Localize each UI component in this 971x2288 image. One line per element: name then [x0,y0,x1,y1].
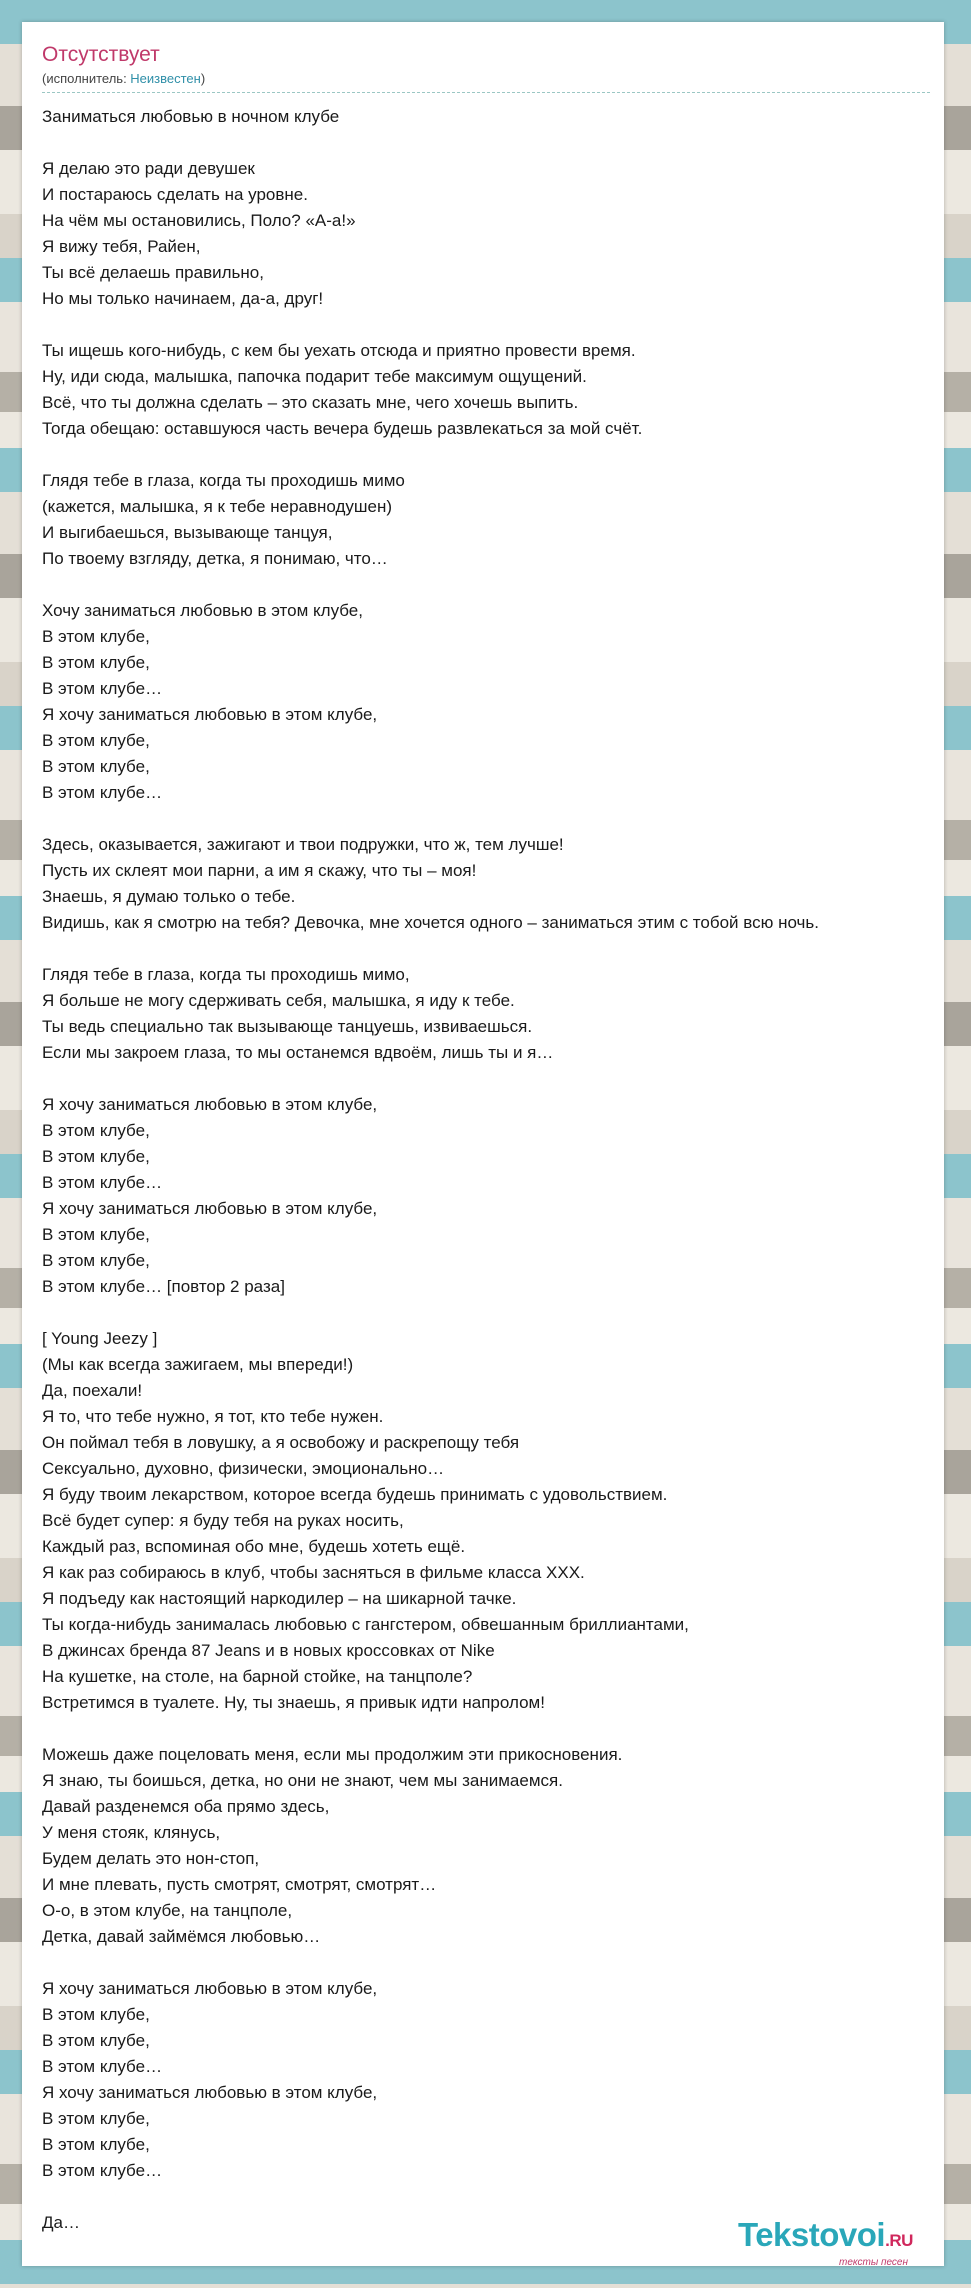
lyric-line: Заниматься любовью в ночном клубе [42,107,340,126]
lyric-blank-line [42,572,944,598]
lyric-line: Я то, что тебе нужно, я тот, кто тебе нужен. [42,1407,384,1426]
logo-name: Tekstovoi [738,2216,886,2253]
lyric-line: В этом клубе… [повтор 2 раза] [42,1277,285,1296]
lyric-line: Каждый раз, вспоминая обо мне, будешь хотеть ещё. [42,1537,466,1556]
lyric-line: В этом клубе, [42,2005,150,2024]
lyric-line: Я хочу заниматься любовью в этом клубе, [42,705,378,724]
lyric-line: Хочу заниматься любовью в этом клубе, [42,601,363,620]
lyric-line: Пусть их склеят мои парни, а им я скажу, что ты – моя! [42,861,477,880]
lyric-blank-line [42,1066,944,1092]
lyric-blank-line [42,2184,944,2210]
lyric-blank-line [42,442,944,468]
lyric-blank-line [42,312,944,338]
lyric-line: В этом клубе, [42,1225,150,1244]
lyric-line: (кажется, малышка, я к тебе неравнодушен) [42,497,393,516]
lyric-line: Я делаю это ради девушек [42,159,255,178]
artist-suffix: ) [200,71,206,86]
lyrics-page [22,22,944,2266]
lyric-line: Я больше не могу сдерживать себя, малышка, я иду к тебе. [42,991,515,1010]
song-title: Отсутствует [42,43,160,66]
lyric-line: Можешь даже поцеловать меня, если мы продолжим эти прикосновения. [42,1745,623,1764]
song-header [42,42,930,93]
lyric-line: Будем делать это нон-стоп, [42,1849,260,1868]
lyric-blank-line [42,1716,944,1742]
lyric-line: В этом клубе, [42,653,150,672]
lyric-line: В этом клубе, [42,731,150,750]
lyric-line: [ Young Jeezy ] [42,1329,158,1348]
lyric-line: Видишь, как я смотрю на тебя? Девочка, мне хочется одного – заниматься этим с тобой всю ночь. [42,913,819,932]
site-logo[interactable] [738,2216,938,2266]
artist-link[interactable]: Неизвестен [130,71,201,86]
lyric-line: Детка, давай займёмся любовью… [42,1927,321,1946]
logo-wordmark [738,2218,938,2258]
lyric-line: Если мы закроем глаза, то мы останемся вдвоём, лишь ты и я… [42,1043,554,1062]
lyric-blank-line [42,1300,944,1326]
lyric-line: Я хочу заниматься любовью в этом клубе, [42,1095,378,1114]
lyric-line: В этом клубе, [42,627,150,646]
artist-prefix: (исполнитель: [42,71,131,86]
lyric-line: Ты когда-нибудь занималась любовью с гангстером, обвешанным бриллиантами, [42,1615,689,1634]
lyric-line: Сексуально, духовно, физически, эмоционально… [42,1459,445,1478]
lyric-line: Я буду твоим лекарством, которое всегда будешь принимать с удовольствием. [42,1485,668,1504]
lyric-line: На чём мы остановились, Поло? «А-а!» [42,211,356,230]
lyric-line: Он поймал тебя в ловушку, а я освобожу и раскрепощу тебя [42,1433,520,1452]
lyric-line: Я вижу тебя, Райен, [42,237,201,256]
lyric-line: В этом клубе, [42,2031,150,2050]
lyric-line: Я как раз собираюсь в клуб, чтобы засняться в фильме класса ХХХ. [42,1563,585,1582]
lyric-line: Встретимся в туалете. Ну, ты знаешь, я привык идти напролом! [42,1693,545,1712]
logo-tagline: тексты песен [839,2257,908,2266]
lyric-line: Ты ищешь кого-нибудь, с кем бы уехать отсюда и приятно провести время. [42,341,636,360]
lyric-blank-line [42,1950,944,1976]
lyric-line: У меня стояк, клянусь, [42,1823,221,1842]
lyric-line: В этом клубе, [42,757,150,776]
lyric-line: Всё, что ты должна сделать – это сказать мне, чего хочешь выпить. [42,393,579,412]
lyric-line: В этом клубе… [42,679,163,698]
lyric-line: Тогда обещаю: оставшуюся часть вечера будешь развлекаться за мой счёт. [42,419,643,438]
lyric-line: В этом клубе… [42,2161,163,2180]
lyric-line: Всё будет супер: я буду тебя на руках носить, [42,1511,404,1530]
lyric-line: Я знаю, ты боишься, детка, но они не знают, чем мы занимаемся. [42,1771,563,1790]
lyric-line: Я хочу заниматься любовью в этом клубе, [42,1979,378,1998]
lyric-line: Знаешь, я думаю только о тебе. [42,887,296,906]
lyric-line: Я подъеду как настоящий наркодилер – на шикарной тачке. [42,1589,517,1608]
lyric-line: В этом клубе, [42,1121,150,1140]
lyric-line: В этом клубе… [42,783,163,802]
lyric-line: Я хочу заниматься любовью в этом клубе, [42,2083,378,2102]
lyric-line: В этом клубе, [42,1251,150,1270]
lyric-line: В джинсах бренда 87 Jeans и в новых кроссовках от Nike [42,1641,495,1660]
artist-line [42,70,930,88]
lyric-line: Но мы только начинаем, да-а, друг! [42,289,324,308]
lyric-line: По твоему взгляду, детка, я понимаю, что… [42,549,388,568]
lyric-line: И мне плевать, пусть смотрят, смотрят, смотрят… [42,1875,437,1894]
lyric-line: Здесь, оказывается, зажигают и твои подружки, что ж, тем лучше! [42,835,564,854]
lyric-line: Ты всё делаешь правильно, [42,263,264,282]
lyric-line: Глядя тебе в глаза, когда ты проходишь мимо, [42,965,410,984]
lyric-line: На кушетке, на столе, на барной стойке, на танцполе? [42,1667,473,1686]
lyric-line: (Мы как всегда зажигаем, мы впереди!) [42,1355,354,1374]
lyric-line: В этом клубе, [42,1147,150,1166]
lyrics-text [42,104,944,2236]
logo-suffix: .RU [885,2231,913,2250]
lyric-line: И выгибаешься, вызывающе танцуя, [42,523,333,542]
lyric-line: В этом клубе, [42,2135,150,2154]
lyric-line: О-о, в этом клубе, на танцполе, [42,1901,293,1920]
lyric-line: В этом клубе… [42,1173,163,1192]
lyric-line: Да… [42,2213,80,2232]
lyric-line: Да, поехали! [42,1381,143,1400]
lyric-blank-line [42,806,944,832]
lyric-line: Ну, иди сюда, малышка, папочка подарит тебе максимум ощущений. [42,367,587,386]
lyric-line: Я хочу заниматься любовью в этом клубе, [42,1199,378,1218]
lyric-line: Глядя тебе в глаза, когда ты проходишь мимо [42,471,405,490]
lyric-blank-line [42,936,944,962]
lyric-line: Давай разденемся оба прямо здесь, [42,1797,330,1816]
lyric-line: И постараюсь сделать на уровне. [42,185,308,204]
lyric-line: Ты ведь специально так вызывающе танцуешь, извиваешься. [42,1017,533,1036]
lyric-line: В этом клубе, [42,2109,150,2128]
lyric-blank-line [42,130,944,156]
lyric-line: В этом клубе… [42,2057,163,2076]
